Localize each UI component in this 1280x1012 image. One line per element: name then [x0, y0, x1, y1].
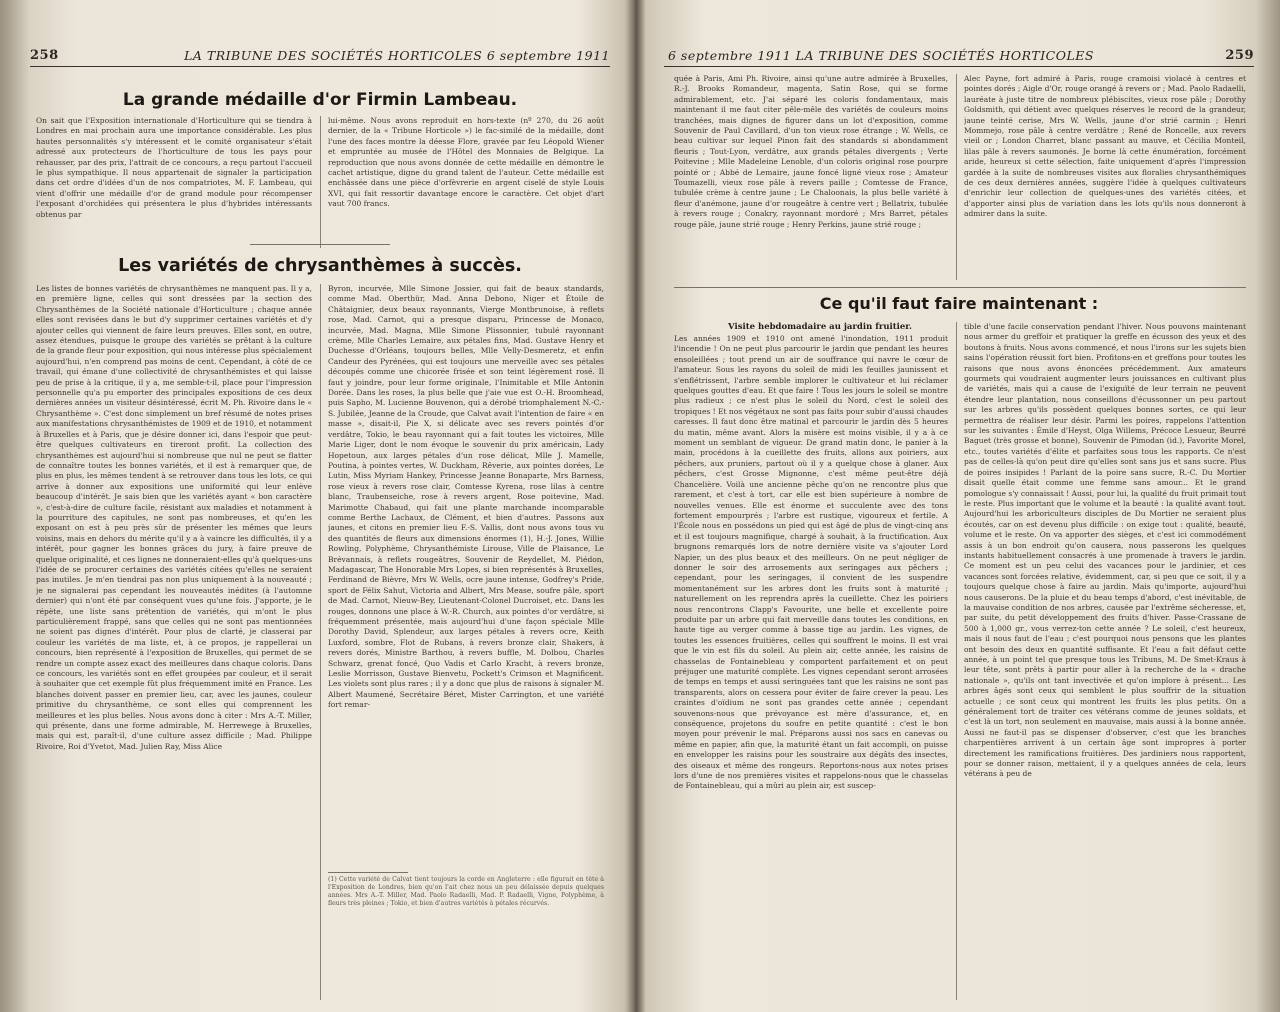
medaille-column-2: lui-même. Nous avons reproduit en hors-texte (nº 270, du 26 août dernier, de la « Tribune Horticole ») le fac-similé de la médaille, dont l'une des faces montre la déesse Flore, gravée par feu Léopold Wiener et empruntée au musée de l'Hôtel des Monnaies de Belgique. La reproduction que nous avons donnée de cette médaille en démontre le cachet artistique, digne du grand talent de l'auteur. Cette médaille est enchâssée dans une pièce d'orfèvrerie en argent ciselé de style Louis XVI, qui fait ressortir davantage encore le caractère. Cet objet d'art vaut 700 francs.	[328, 116, 604, 209]
column-divider	[320, 284, 321, 1000]
jardin-fruitier-column-1: Les années 1909 et 1910 ont amené l'inondation, 1911 produit l'incendie ! On ne peut plus parcourir le jardin que pendant les heures ensoleillées ; tout prend un air de souffrance qui navre le cœur de l'amateur. Sous les rayons du soleil de midi les feuilles jaunissent et s'enflétrissent, l'arbre semble implorer le cultivateur et lui réclamer quelques gouttes d'eau. Et que faire ! Tous les jours le soleil se montre plus radieux ; ce n'est plus le soleil du Nord, c'est le soleil des tropiques ! Et nos végétaux ne sont pas faits pour subir d'aussi chaudes caresses. Il faut donc être matinal et parcourir le jardin dès 5 heures du matin, même avant. Alors la misère est moins visible, il y a à ce moment un semblant de vigueur. De grand matin donc, le panier à la main, procédons à la cueillette des fruits, allons aux poiriers, aux pêchers, aux pruniers, partout où il y a quelque chose à glaner. Aux pêchers, c'est Grosse Mignonne, c'est même peut-être déjà Chancelière. Voilà une ancienne pêche qu'on ne rencontre plus que rarement, et c'est à tort, car elle est bien supérieure à nombre de nouvelles venues. Elle est énorme et succulente avec des tons fortement empourprés ; l'arbre est rustique, vigoureux et fertile. A l'École nous en possédons un pied qui est âgé de plus de vingt-cinq ans et il est toujours magnifique, chargé à souhait, à la fructification. Aux brugnons remarqués lors de notre dernière visite va s'ajouter Lord Napier, un des plus beaux et des meilleurs. On ne peut négliger de donner le soir des arrosements aux seringages aux pêchers ; cependant, pour les seringages, il convient de les suspendre momentanément sur les arbres dont les fruits sont à maturité ; naturellement on les reprendra après la cueillette. Chez les poiriers nous rencontrons Clapp's Favourite, une belle et excellente poire produite par un arbre qui fait merveille dans toutes les conditions, en haute tige au verger comme à basse tige au jardin. Les vignes, de toutes les essences fruitières, celles qui souffrent le moins. Il est vrai que le vin est fils du soleil. Au plein air, cette année, les raisins de chasselas de Fontainebleau y comportent parfaitement et on peut préjuger une maturité complète. Les vignes cependant seront arrosées de temps en temps et aussi seringuées tant que les raisins ne sont pas transparents, alors on cessera pour éviter de faire crever la peau. Les craintes d'oïdium ne sont pas grandes cette année ; cependant souvenons-nous que prévoyance est mère d'assurance, et, en conséquence, projetons du soufre en petite quantité : c'est le bon moyen pour prévenir le mal. Préparons aussi nos sacs en canevas ou même en papier, afin que, la maturité étant un fait accompli, on puisse en envelopper les raisins pour les soustraire aux dégâts des insectes, des oiseaux et même des rongeurs. Reportons-nous aux notes prises lors d'une de nos premières visites et rappelons-nous que le chasselas de Fontainebleau, qui a mûri au plein air, est suscep-	[674, 334, 948, 791]
section-separator	[674, 287, 1246, 288]
article-title-chrysanthemes: Les variétés de chrysanthèmes à succès.	[118, 256, 522, 276]
left-running-head: LA TRIBUNE DES SOCIÉTÉS HORTICOLES 6 septembre 1911	[184, 48, 610, 63]
chrysanthemes-column-1: Les listes de bonnes variétés de chrysanthèmes ne manquent pas. Il y a, en première ligne, celles qui sont dressées par la section des Chrysanthèmes de la Société nationale d'Horticulture ; chaque année elles sont revisées dans le but d'y supprimer certaines variétés et d'y ajouter celles qui viennent de faire leurs preuves. Elles sont, en outre, assez étendues, puisque le groupe des variétés se prêtant à la culture de la grande fleur pour exposition, qui nous intéresse plus spécialement aujourd'hui, n'en comprend pas moins de cent. Cependant, à côté de ce travail, qui émane d'une collectivité de chrysanthémistes et qui laisse peu de prise à la critique, il y a, me semble-t-il, place pour l'impression personnelle qu'a pu emporter des principales expositions de ces deux dernières années un visiteur désintéressé, écrit M. Ph. Rivoire dans le « Chrysanthème ». C'est donc simplement un bref résumé de notes prises aux manifestations chrysanthémistes de 1909 et de 1910, et notamment à Bruxelles et à Paris, que je désire donner ici, dans l'espoir que peut-être quelques cultivateurs en tireront profit. La collection des chrysanthèmes est aujourd'hui si nombreuse que nul ne peut se flatter de connaître toutes les bonnes variétés, et il est à remarquer que, de plus en plus, les mêmes tendent à se retrouver dans tous les lots, ce qui arrive à donner aux expositions une uniformité qui leur enlève beaucoup d'intérêt. Je sais bien que les variétés ayant « bon caractère », c'est-à-dire de culture facile, résistant aux maladies et notamment à la pourriture des capitules, ne sont pas nombreuses, et qu'en les exposant on est à peu près sûr de présenter les mêmes que leurs voisins, mais en dehors du mérite qu'il y a à vaincre les difficultés, il y a intérêt, pour gagner les bonnes grâces du jury, à faire preuve de quelque originalité, et ces lignes ne donneraient-elles qu'à quelques-uns l'idée de se procurer certaines des variétés citées qu'elles ne seraient pas inutiles. Je m'en tiendrai pas non plus uniquement à la nouveauté ; je ne signalerai pas cependant les nouveautés inédites (à l'automne dernier) qui n'ont été par conséquent vues qu'une fois. J'apporte, je le répète, une liste sans prétention de variétés, qui m'ont le plus particulièrement frappé, sans que celles qui ne sont pas mentionnées ne soient pas dignes d'intérêt. Pour plus de clarté, je classerai par couleur les variétés de ma liste, et, à ce propos, je rappellerai un concours, bien représenté à l'exposition de Bruxelles, qui permet de se rendre un compte assez exact des meilleures dans chaque coloris. Dans ce concours, les variétés sont en effet groupées par couleur, et il serait à souhaiter que cet exemple fût plus fréquemment imité en France. Les blanches doivent passer en premier lieu, car, avec les jaunes, couleur primitive du chrysanthème, ce sont elles qui comprennent les meilleures et les plus belles. Nous avons donc à citer : Mrs A.-T. Miller, qui présente, dans une forme admirable, M. Herrewege à Bruxelles, mais qui est, paraît-il, d'une culture assez difficile ; Mad. Philippe Rivoire, Roi d'Yvetot, Mad. Julien Ray, Miss Alice	[36, 284, 312, 751]
column-divider	[956, 322, 957, 1000]
right-page	[654, 0, 1264, 1012]
right-page-header	[664, 46, 1254, 67]
right-running-head: 6 septembre 1911 LA TRIBUNE DES SOCIÉTÉS HORTICOLES	[668, 48, 1094, 63]
article-title-medaille: La grande médaille d'or Firmin Lambeau.	[122, 90, 518, 110]
chrysanthemes-continued-column-1: quée à Paris, Ami Ph. Rivoire, ainsi qu'une autre admirée à Bruxelles, R.-J. Brooks Romandeur, magenta, Satin Rose, qui se forme admirablement, etc. J'ai séparé les coloris fondamentaux, mais maintenant il me faut citer pêle-mêle des variétés de couleurs moins tranchées, mais dignes de figurer dans un lot d'exposition, comme Souvenir de Paul Cavillard, d'un ton vieux rose étrange ; W. Wells, ce beau cultivar sur lequel Pinon fait des standards si abondamment fleuris ; Tout-Lyon, verdâtre, aux grands pétales divergents ; Verte Poitevine ; Mlle Madeleine Lenoble, d'un coloris original rose pourpre pointé or ; Abbé de Lemaire, jaune foncé ligné vieux rose ; Amateur Toumazelli, vieux rose pâle à revers paille ; Comtesse de France, tubulée crème à centre jaune ; Le Chaloonais, la plus belle variété à fleur d'anémone, jaune d'or rougeâtre à centre vert ; Bellatrix, tubulée à revers rouge ; Conakry, rayonnant mordoré ; Mrs Barret, pétales rouge pâle, jaune strié rouge ; Henry Perkins, jaune strié rouge ;	[674, 74, 948, 229]
left-page-header	[30, 46, 610, 67]
section-separator	[250, 244, 390, 245]
chrysanthemes-column-2: Byron, incurvée, Mlle Simone Jossier, qui fait de beaux standards, comme Mad. Oberthür, Mad. Anna Debono, Niger et Étoile de Châtaignier, deux beaux rayonnants, Vierge Montbrunoise, à reflets rose, Mad. Carnot, qui a presque disparu, Princesse de Monaco, incurvée, Mad. Magna, Mlle Simone Plissonnier, tubulé rayonnant crème, Mlle Charles Lemaire, aux pétales fins, Mad. Gustave Henry et Duchesse d'Orléans, toujours belles, Mlle Velly-Desmeretz, et enfin Candeur des Pyrénées, qui est toujours une merveille avec ses pétales découpés comme une chicorée frisée et son teint légèrement rosé. Il faut y joindre, pour leur forme originale, l'Inimitable et Mlle Antonin Dorée. Dans les roses, la plus belle que j'aie vue est O.-H. Broomhead, puis Sapho, M. Lucienne Bouvenon, qui a dérobé triomphalement N.-C.-S. Jubilée, Jeanne de la Croude, que Calvat avait l'intention de faire « en masse », disait-il, Pie X, si délicate avec ses revers pointés d'or verdâtre, Tokio, le beau rayonnant qui a fait toutes les victoires, Mlle Marie Liger, dont le nom évoque le souvenir du prix américain, Lady Hopetoun, aux larges pétales d'un rose délicat, Mlle J. Mamelle, Poutina, à pointes vertes, W. Duckham, Rêverie, aux pointes dorées, Le Lutin, Miss Myriam Hankey, Princesse Jeanne Bonaparte, Mrs Barness, rose vieux à revers rose clair, Comtesse Kyrena, rose lilas à centre blanc, Traubenseiche, rose à revers argent, Rose poitevine, Mad. Marimotte Chabaud, qui fait une plante marchande incomparable comme Berthe Lachaux, de Clément, et bien d'autres. Passons aux jaunes, et citons en premier lieu F.-S. Vallis, dont nous avons tous vu des quantités de fleurs aux dimensions énormes (1), H.-J. Jones, Willie Rowling, Polyphème, Chrysanthémiste Lirouse, Ville de Plaisance, Le Brévannais, à reflets rougeâtres, Souvenir de Reydellet, M. Piédon, Madagascar, The Honorable Mrs Lopes, si bien représentés à Bruxelles, Ferdinand de Bièvre, Mrs W. Wells, ocre jaune intense, Godfrey's Pride, sport de Félix Sahut, Victoria and Albert, Mrs Mease, soufre pâle, sport de Mad. Carnot, Nieuw-Bey, Lieutenant-Colonel Ducroiset, etc. Dans les rouges, donnons une place à W.-R. Church, aux pointes d'or verdâtre, si fréquemment présentée, mais aujourd'hui d'une façon spéciale Mlle Dorothy David, Splendeur, aux larges pétales à revers ocre, Keith Luxford, sombre, Flot de Rubans, à revers bronze clair, Shakers, à revers dorés, Ministre Barthou, à revers buffle, M. Dolbou, Charles Schwarz, grenat foncé, Quo Vadis et Carlo Kracht, à revers bronze, Leslie Morrisson, Gustave Bienvetu, Pockett's Crimson et Magnificent. Les violets sont plus rares ; il y a donc que plus de raisons à signaler M. Albert Maumené, Secrétaire Béret, Mister Carrington, et une variété fort remar-	[328, 284, 604, 710]
column-divider	[320, 116, 321, 248]
right-page-number: 259	[1225, 48, 1254, 63]
subhead-jardin-fruitier: Visite hebdomadaire au jardin fruitier.	[728, 322, 912, 332]
footnote: (1) Cette variété de Calvat tient toujours la corde en Angleterre : elle figurait en tête à l'Exposition de Londres, bien qu'on l'ait chez nous un peu délaissée depuis quelques années. Mrs A.-T. Miller, Mad. Paolo Radaelli, Mad. P. Radaelli, Vigne, Polyphème, à fleurs très pleines ; Tokio, et bien d'autres variétés à pétales récurvés.	[328, 876, 604, 907]
footnote-rule	[328, 872, 408, 873]
article-title-ce-quil-faut-faire: Ce qu'il faut faire maintenant :	[819, 294, 1099, 313]
left-page	[20, 0, 620, 1012]
book-gutter	[624, 0, 646, 1012]
chrysanthemes-continued-column-2: Alec Payne, fort admiré à Paris, rouge cramoisi violacé à centres et pointes dorés ; Aigle d'Or, rouge orangé à revers or ; Mad. Paolo Radaelli, lauréate à juste titre de nombreux plébiscites, vieux rose pâle ; Dorothy Goldsmith, qui détient avec quelques réserves le record de la grandeur, jaune teinté cerise, Mrs W. Wells, jaune d'or strié carmin ; Henri Mommejo, rose pâle à centre verdâtre ; René de Roncelle, aux revers vieil or ; London Charret, blanc passant au mauve, et Cécilia Monteil, lilas pâle à revers saumonés. Je borne là cette énumération, forcément aride, heureux si cette sélection, faite uniquement d'après l'impression gardée à la suite de nombreuses visites aux floralies chrysanthémiques de ces deux dernières années, suggère l'idée à quelques cultivateurs d'enrichir leur collection de quelques-unes des variétés citées, et d'apporter ainsi plus de variation dans les lots qu'ils nous donneront à admirer dans la suite.	[964, 74, 1246, 219]
column-divider	[956, 74, 957, 280]
medaille-column-1: On sait que l'Exposition internationale d'Horticulture qui se tiendra à Londres en mai prochain aura une importance considérable. Les plus hautes personnalités s'y intéressent et le comité organisateur s'était adressé aux protecteurs de l'horticulture de tous les pays pour rehausser, par des prix, l'attrait de ce concours, a reçu partout l'accueil le plus sympathique. Il nous appartenait de signaler la participation dans cet ordre d'idées d'un de nos compatriotes, M. F. Lambeau, qui vient d'offrir une médaille d'or de grand module pour récompenser l'exposant d'orchidées qui présentera le plus d'hybrides intéressants obtenus par	[36, 116, 312, 219]
left-page-number: 258	[30, 48, 59, 63]
jardin-fruitier-column-2: tible d'une facile conservation pendant l'hiver. Nous pouvons maintenant nous armer du greffoir et pratiquer la greffe en écusson des yeux et des boutons à fruits. Nous avons commencé, et nous l'irons sur les sujets bien sains l'opération réussit fort bien. Profitons-en et greffons pour toutes les raisons que nous avons énoncées précédemment. Aux amateurs gourmets qui voudraient augmenter leurs jouissances en cultivant plus de variétés, mais qui a cause de l'exiguïté de leur terrain ne peuvent étendre leur plantation, nous conseillons d'écussonner un peu partout sur les arbres qu'ils possèdent quelques bonnes sortes, ce qui leur permettra de réaliser leur désir. Parmi les poires, rappelons l'attention sur les suivantes : Émile d'Heyst, Olga Willems, Précoce Lesueur, Beurré Baguet (très grosse et bonne), Souvenir de Pimodan (id.), Favorite Morel, etc., toutes variétés d'élite et parfaites sous tous les rapports. Ce n'est pas de celles-là qu'on peut dire qu'elles sont sans jus et sans sucre. Plus de poires insipides ! Parlant de la poire sans sucre, R.-C. Du Mortier disait quelle était comme une femme sans amour... Et le grand pomologue s'y connaissait ! Aussi, pour lui, la qualité du fruit primait tout le reste. Plus important que le volume et la beauté : la qualité avant tout. Aujourd'hui les arboriculteurs disciples de Du Mortier ne seraient plus écoutés, car on est devenu plus difficile : on exige tout : qualité, beauté, volume et le reste. On va apporter des sièges, et c'est ici commodément assis à un bon endroit qu'on causera, nous passerons les quelques instants habituellement consacrés à une promenade à travers le jardin. Ce moment est un peu celui des vacances pour le jardinier, et ces vacances sont forcées relative, évidemment, car, si peu que ce soit, il y a toujours quelque chose à faire au jardin. Mais qu'importe, aujourd'hui nous causerons. De la pluie et du beau temps d'abord, c'est inévitable, de la mauvaise condition de nos arbres, causée par l'extrême sécheresse, et, par suite, du petit développement des fruits d'hiver. Passe-Crassane de 500 à 1,000 gr., vous verrez-ton cette année ? Le soleil, c'est heureux, mais il nous faut de l'eau ; c'est pourquoi nous pensons que les plantes ont besoin des deux en quantité suffisante. Et l'eau a fait défaut cette année, à un point tel que presque tous les Tribuns, M. De Smet-Kraus à leur tête, sont prêts à partir pour aller à la recherche de la « drache nationale », qu'ils ont tant invectivée et qu'on implore à présent... Les arbres âgés sont ceux qui semblent le plus souffrir de la situation actuelle ; ce sont ceux qui montrent les fruits les plus petits. On a généralement tort de traiter ces vétérans comme de jeunes soldats, et c'est là un tort, non seulement en mauvaise, mais aussi à la bonne année. Aussi ne faut-il pas se dispenser d'observer, c'est que les branches charpentières arrivent à un certain âge sont impropres à porter directement les ramifications fruitières. Des jardiniers nous rapportent, pour se donner raison, mettaient, il y a quelques années de cela, leurs vétérans à peu de	[964, 322, 1246, 779]
